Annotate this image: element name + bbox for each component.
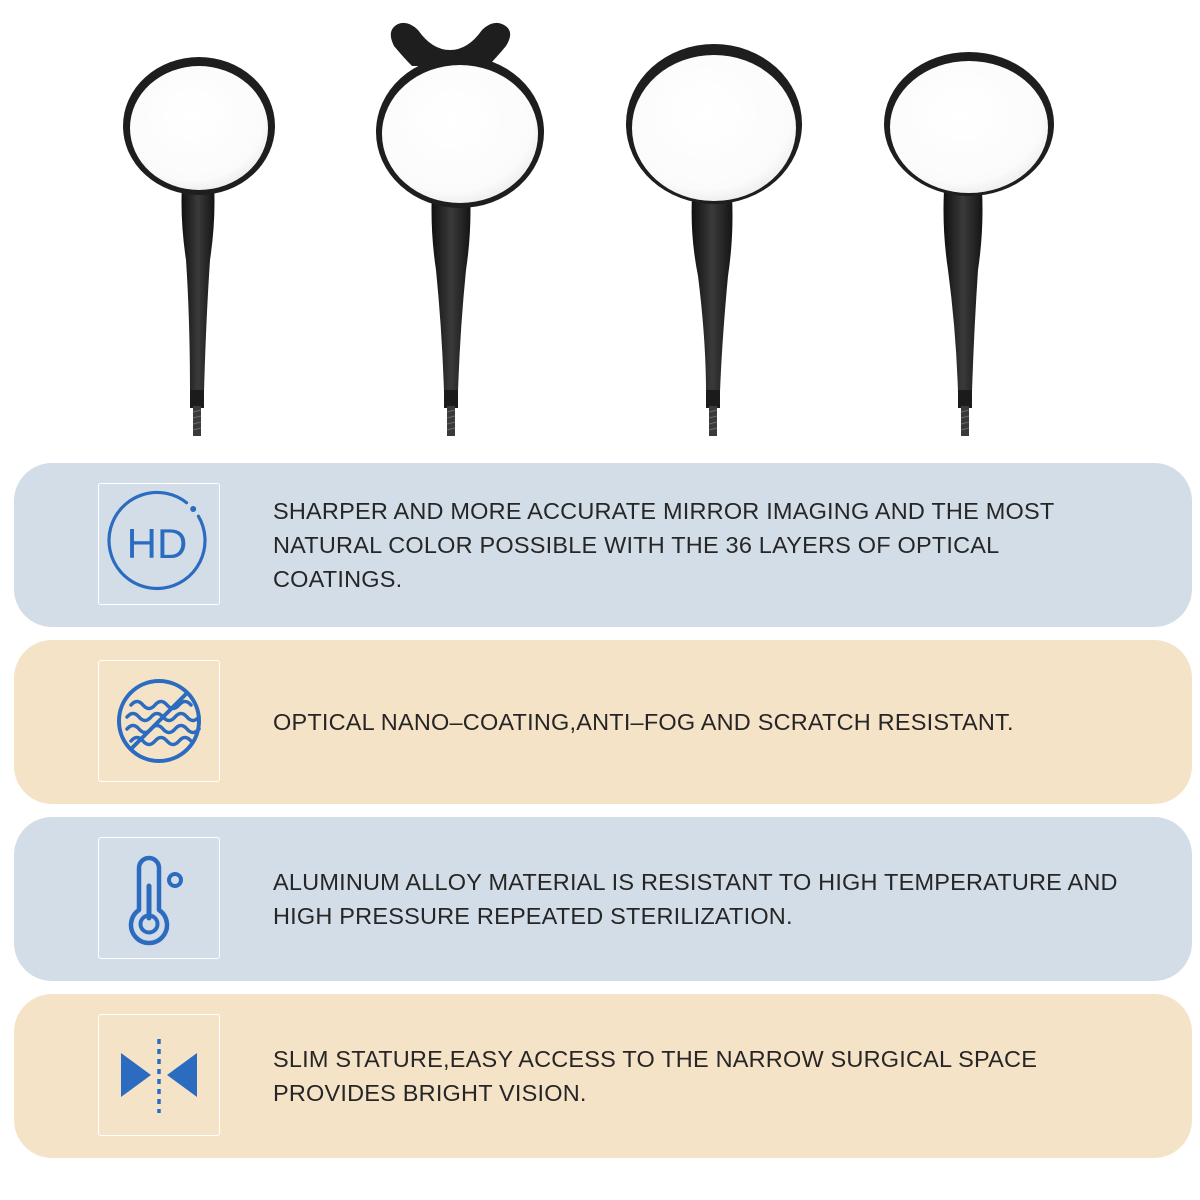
feature-text-container (273, 463, 1132, 627)
mirrors-illustration (0, 0, 1200, 450)
feature-description: SHARPER AND MORE ACCURATE MIRROR IMAGING AND THE MOST NATURAL COLOR POSSIBLE WITH THE 36 LAYERS OF OPTICAL COATINGS. (273, 498, 1054, 592)
mirror-2 (376, 23, 544, 436)
mirror-1 (123, 57, 275, 436)
mirror-glass (382, 65, 538, 203)
mirror-glass (130, 66, 268, 190)
mirror-handle (432, 190, 471, 392)
feature-description: OPTICAL NANO–COATING,ANTI–FOG AND SCRATCH RESISTANT. (273, 709, 1014, 735)
feature-description: ALUMINUM ALLOY MATERIAL IS RESISTANT TO HIGH TEMPERATURE AND HIGH PRESSURE REPEATED STERILIZATION. (273, 869, 1118, 929)
feature-card-hd (14, 463, 1192, 627)
anti-fog-icon (109, 671, 209, 771)
mirror-glass (890, 61, 1048, 193)
feature-card-heat-resistant (14, 817, 1192, 981)
feature-text-container (273, 994, 1132, 1158)
icon-frame (98, 483, 220, 605)
feature-text-container (273, 640, 1132, 804)
mirror-handle (944, 190, 983, 392)
mirror-handle (182, 184, 215, 392)
product-image (0, 0, 1200, 450)
feature-card-anti-fog (14, 640, 1192, 804)
mirror-handle (692, 196, 733, 392)
feature-text-container (273, 817, 1132, 981)
mirror-3 (626, 44, 802, 436)
mirror-4 (884, 52, 1054, 436)
thermometer-icon (109, 848, 209, 948)
slim-profile-icon (109, 1025, 209, 1125)
feature-description: SLIM STATURE,EASY ACCESS TO THE NARROW SURGICAL SPACE PROVIDES BRIGHT VISION. (273, 1046, 1038, 1106)
icon-frame (98, 1014, 220, 1136)
icon-frame (98, 660, 220, 782)
feature-card-slim (14, 994, 1192, 1158)
icon-frame (98, 837, 220, 959)
hd-icon-label: HD (126, 520, 188, 567)
hd-icon (104, 489, 214, 599)
mirror-glass (632, 55, 796, 201)
